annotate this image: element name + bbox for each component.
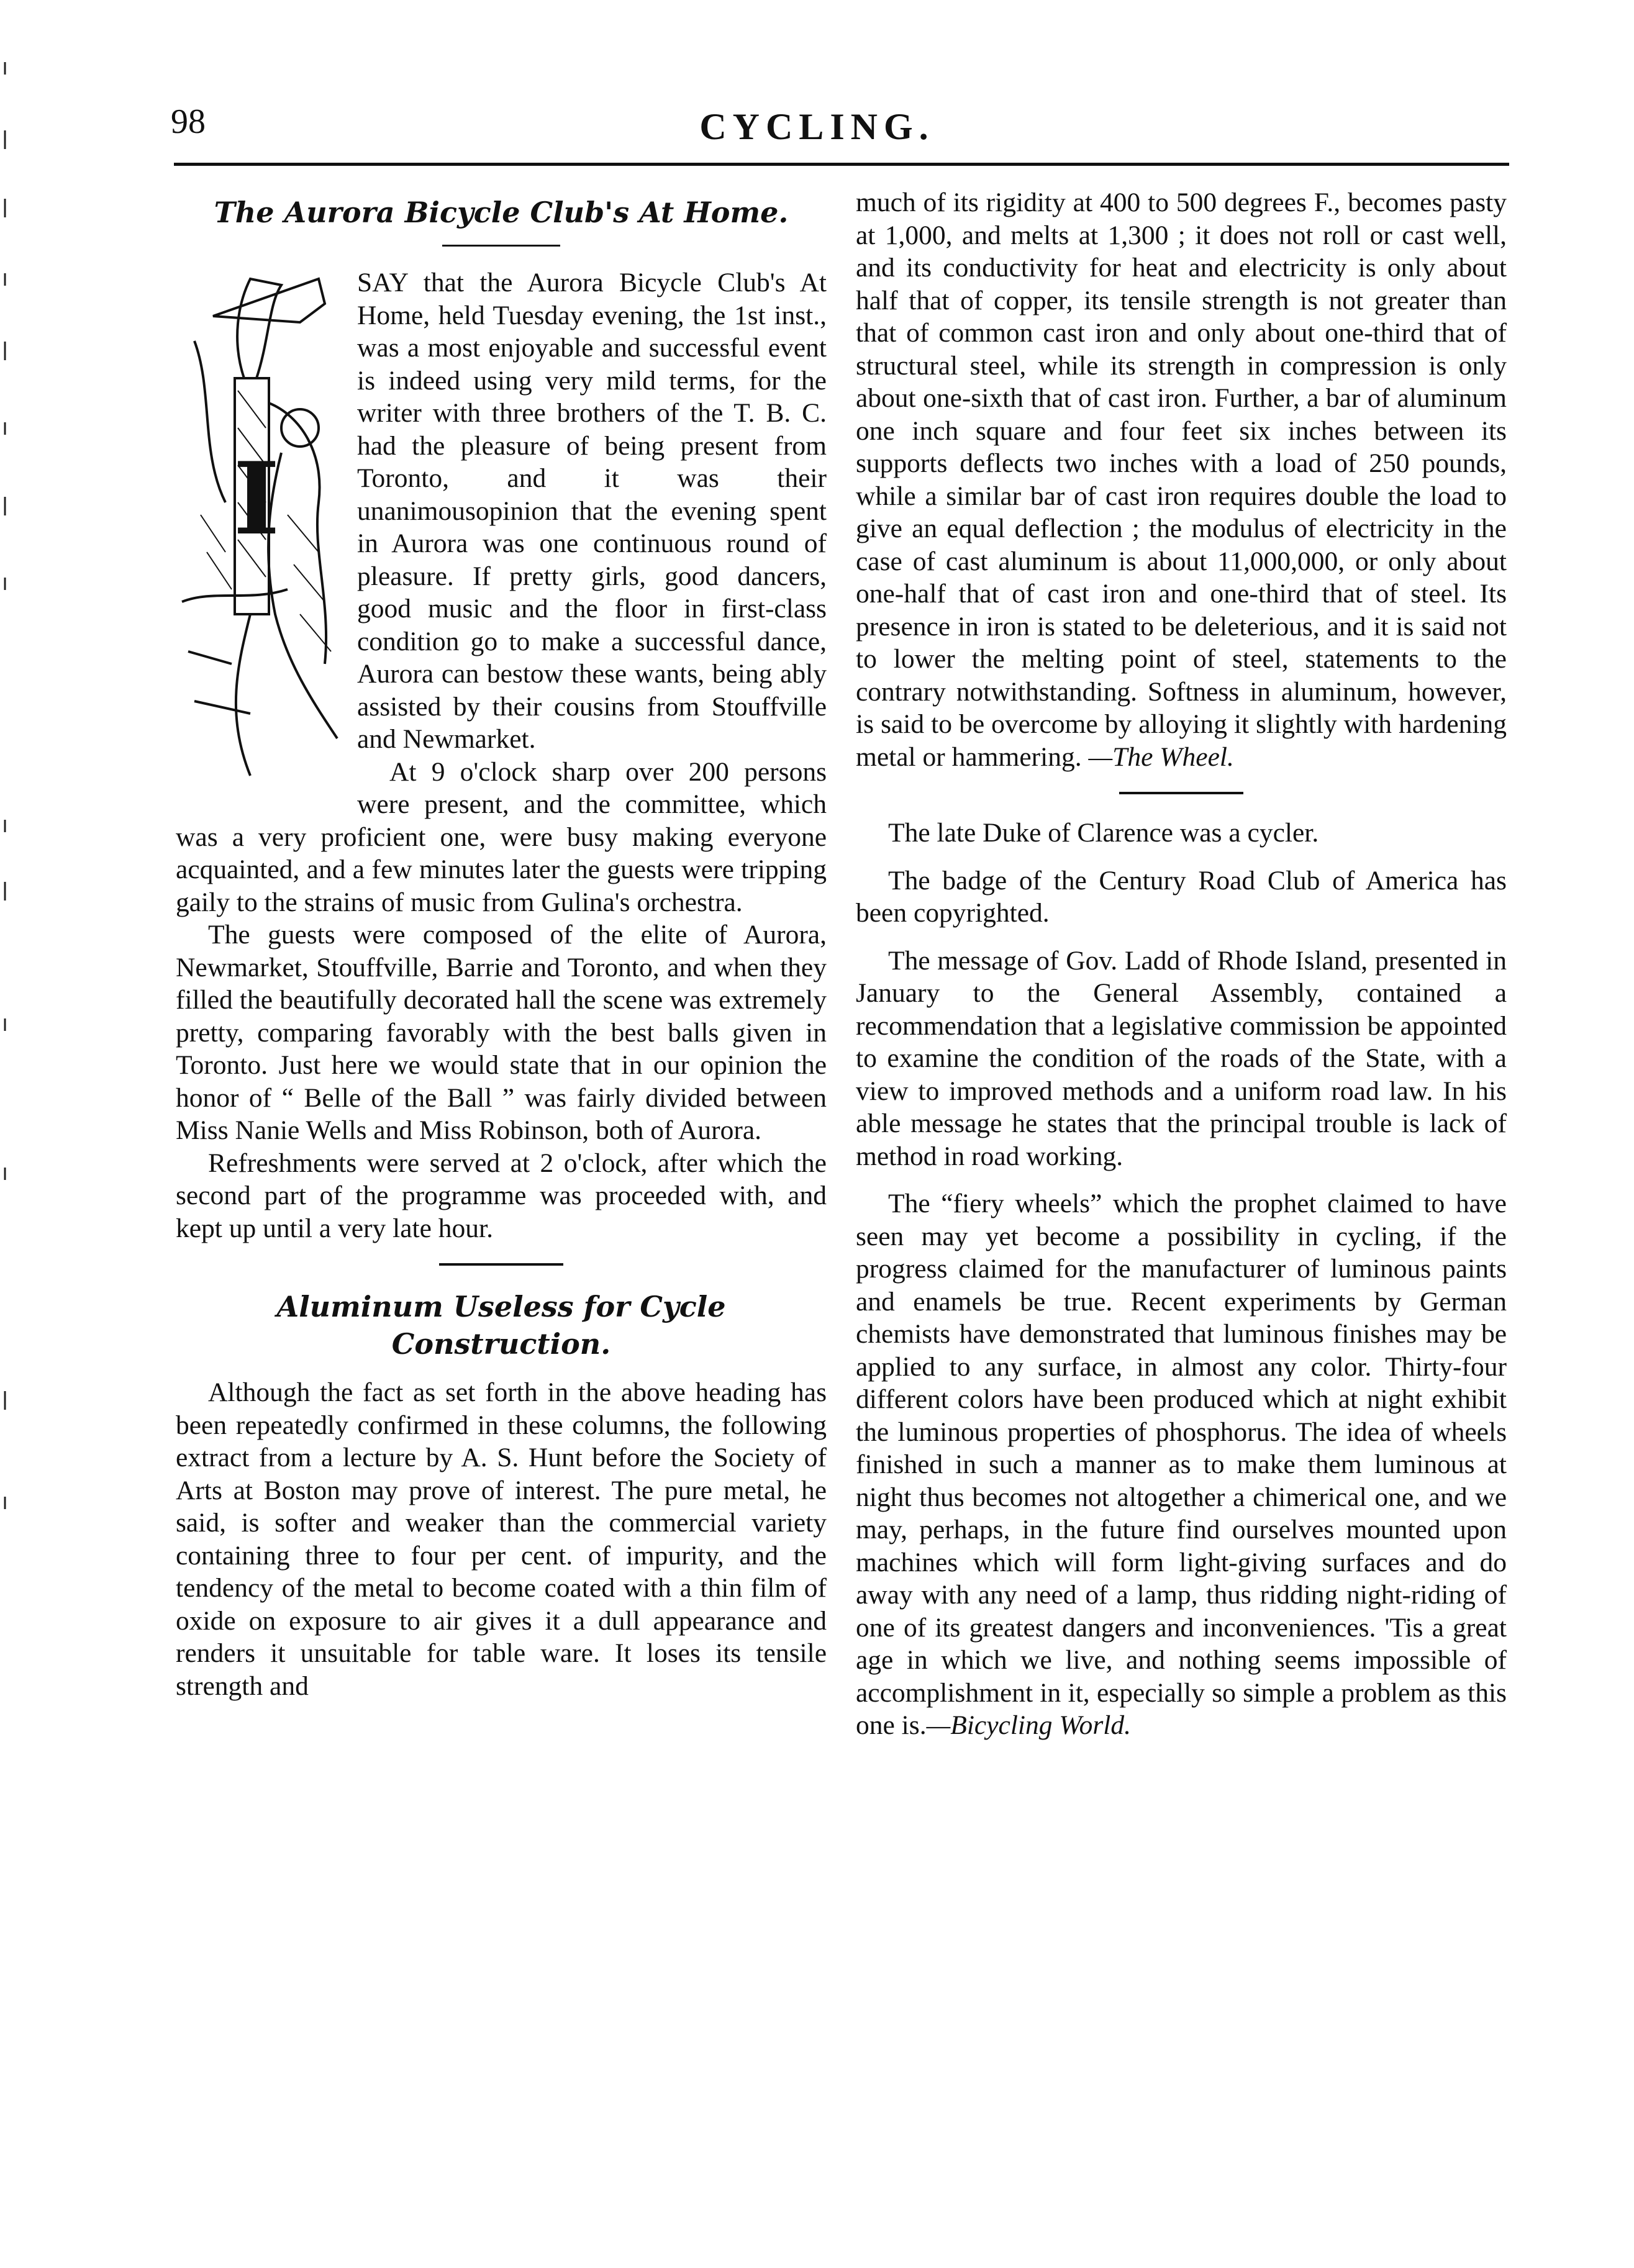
- headline-rule: [442, 245, 560, 247]
- section-rule: [1119, 792, 1243, 794]
- section-rule: [439, 1263, 563, 1266]
- article1-paragraph: The guests were composed of the elite of Aurora, Newmarket, Stouffville, Barrie and Toronto, and when they filled the beautifully decorated hall the scene was extremely pretty, comparing favorably with the best balls given in Toronto. Just here we would state that in our opinion the honor of “ Belle of the Ball ” was fairly divided between Miss Nanie Wells and Miss Robinson, both of Aurora.: [176, 920, 827, 1145]
- page-number: 98: [171, 102, 206, 141]
- header-rule: [174, 163, 1509, 166]
- article3-text: The “fiery wheels” which the prophet claimed to have seen may yet become a possibility in cycling, if the progress claimed for the manufacturer of luminous paints and enamels be true. Recent experiments by German chemists have demonstrated that luminous finishes may be applied to any surface, in almost any color. Thirty-four different colors have been produced which at night exhibit the luminous properties of phosphorus. The idea of wheels finished in such a manner as to make them luminous at night thus becomes not altogether a chimerical one, and we may, perhaps, in the future find ourselves mounted upon machines which will form light-giving surfaces and do away with any need of a lamp, thus ridding night-riding of one of its greatest dangers and inconveniences. 'Tis a great age in which we live, and nothing seems impossible of accomplishment in it, especially so simple a problem as this one is.: [856, 1189, 1507, 1740]
- article1-headline: The Aurora Bicycle Club's At Home.: [214, 196, 789, 229]
- note-item: The late Duke of Clarence was a cycler.: [888, 818, 1319, 848]
- note-item: The badge of the Century Road Club of America has been copyrighted.: [856, 865, 1507, 928]
- initial-letter: I: [233, 440, 280, 557]
- article2-body-continued: much of its rigidity at 400 to 500 degrees F., becomes pasty at 1,000, and melts at 1,300 ; it does not roll or cast well, and its conductivity for heat and electricity is only about half that of copper, its tensile strength is not greater than that of common cast iron and only about one-third that of structural steel, while its strength in compression is only about one-sixth that of cast iron. Further, a bar of aluminum one inch square and four feet six inches between its supports deflects two inches with a load of 250 pounds, while a similar bar of cast iron requires double the load to give an equal deflection ; the modulus of electricity in the case of cast aluminum is about 11,000,000, or only about one-half that of cast iron and one-third that of steel. Its presence in iron is stated to be deleterious, and it is said not to lower the melting point of steel, statements to the contrary notwithstanding. Softness in aluminum, however, is said to be overcome by alloying it slightly with hardening metal or hammering. —The Wheel.: [856, 188, 1507, 772]
- article2-headline: Aluminum Useless for Cycle Construction.: [276, 1290, 726, 1361]
- binding-margin-marks: [2, 50, 7, 1540]
- article1-paragraph: At 9 o'clock sharp over 200 persons were present, and the committee, which was a very proficient one, were busy making everyone acquainted, and a few minutes later the guests were tripping gaily to the strains of music from Gulina's orchestra.: [176, 756, 827, 917]
- decorated-initial-illustration-icon: [176, 266, 343, 794]
- note-item: The message of Gov. Ladd of Rhode Island, presented in January to the General Assembly, contained a recommendation that a legislative commission be appointed to examine the condition of the roads of the State, with a view to improved methods and a uniform road law. In his able message he states that the principal trouble is lack of method in road working.: [856, 945, 1507, 1171]
- article1-paragraph: SAY that the Aurora Bicycle Club's At Home, held Tuesday evening, the 1st inst., was a most enjoyable and successful event is indeed using very mild terms, for the writer with three brothers of the T. B. C. had the pleasure of being present from Toronto, and it was their unanimousopinion that the evening spent in Aurora was one continuous round of pleasure. If pretty girls, good dancers, good music and the floor in first-class condition go to make a successful dance, Aurora can bestow these wants, being ably assisted by their cousins from Stouffville and Newmarket.: [357, 268, 827, 754]
- article2-source: —The Wheel.: [1088, 742, 1234, 772]
- article3-body: [856, 1187, 1507, 1742]
- running-title: CYCLING.: [699, 106, 935, 147]
- article2-body-start: Although the fact as set forth in the above heading has been repeatedly confirmed in these columns, the following extract from a lecture by A. S. Hunt before the Society of Arts at Boston may prove of interest. The pure metal, he said, is softer and weaker than the commercial variety containing three to four per cent. of impurity, and the tendency of the metal to become coated with a thin film of oxide on exposure to air gives it a dull appearance and renders it unsuitable for table ware. It loses its tensile strength and: [176, 1377, 827, 1701]
- left-column: [176, 186, 827, 1702]
- article1-paragraph: Refreshments were served at 2 o'clock, after which the second part of the programme was proceeded with, and kept up until a very late hour.: [176, 1148, 827, 1243]
- article3-source: —Bicycling World.: [926, 1710, 1132, 1740]
- right-column: [856, 186, 1507, 1742]
